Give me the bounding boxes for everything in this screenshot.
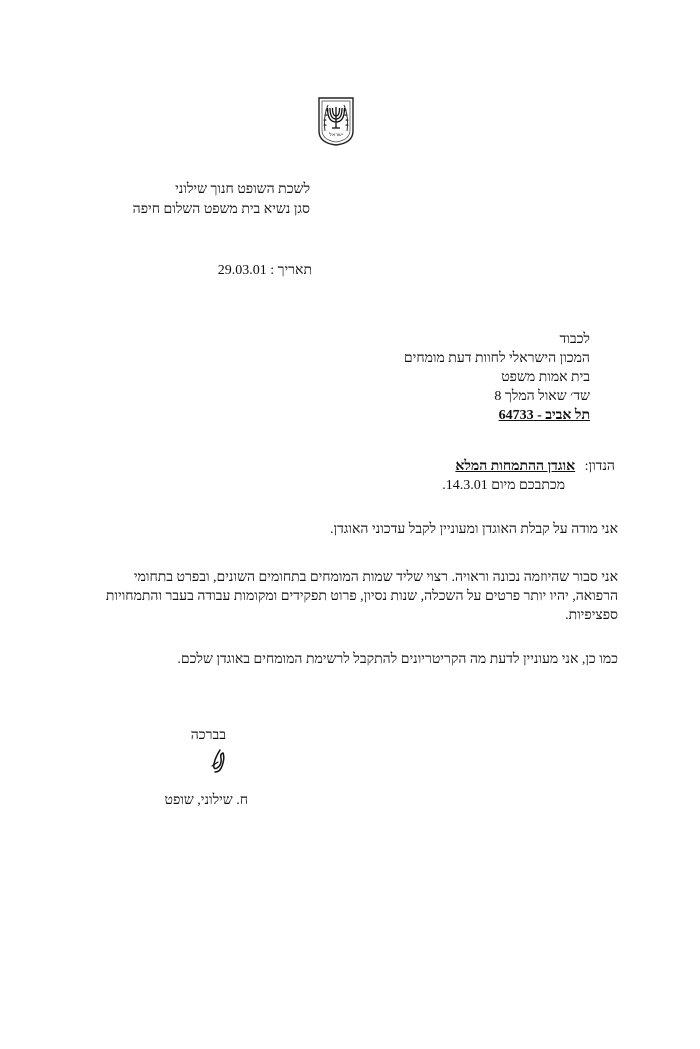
recipient-street: שד׳ שאול המלך 8 — [494, 389, 590, 404]
recipient-building: בית אמות משפט — [501, 370, 590, 385]
date-line — [218, 263, 312, 279]
subject-line — [442, 457, 615, 476]
recipient-city: תל אביב - 64733 — [498, 408, 590, 423]
recipient-block — [404, 330, 590, 425]
subject-block — [442, 457, 615, 495]
body-paragraph-1: אני מודה על קבלת האוגדן ומעוניין לקבל עדכוני האוגדן. — [330, 522, 618, 537]
emblem-text: ישראל — [329, 132, 343, 138]
date-value: 29.03.01 — [217, 263, 267, 278]
subject-reference: מכתבכם מיום 14.3.01. — [442, 478, 565, 493]
body-paragraph-3: כמו כן, אני מעוניין לדעת מה הקריטריונים להתקבל לרשימת המומחים באוגדן שלכם. — [177, 652, 618, 667]
subject-title: אוגדן ההתמחות המלא — [455, 459, 576, 474]
state-emblem-icon — [316, 95, 356, 147]
recipient-organization: המכון הישראלי לחוות דעת מומחים — [403, 351, 590, 366]
body-paragraph-2: אני סבור שהיוזמה נכונה וראויה. רצוי שליד שמות המומחים בתחומים השונים, ובפרט בתחומי הרפואה, יהיו יותר פרטים על השכלה, שנות נסיון, פרוט תפקידים ומקומות עבודה בעבר והתמחויות ספציפיות. — [105, 570, 618, 623]
subject-label: הנדון: — [584, 459, 615, 474]
handwritten-signature-icon — [206, 748, 230, 774]
sender-name: לשכת השופט חנוך שילוני — [175, 182, 310, 197]
signer-name: ח. שילוני, שופט — [164, 793, 248, 808]
recipient-salutation: לכבוד — [559, 332, 590, 347]
sender-title: סגן נשיא בית משפט השלום חיפה — [132, 202, 310, 217]
sender-block — [133, 180, 310, 220]
date-label: תאריך : — [270, 263, 312, 278]
closing-text: בברכה — [190, 728, 226, 743]
